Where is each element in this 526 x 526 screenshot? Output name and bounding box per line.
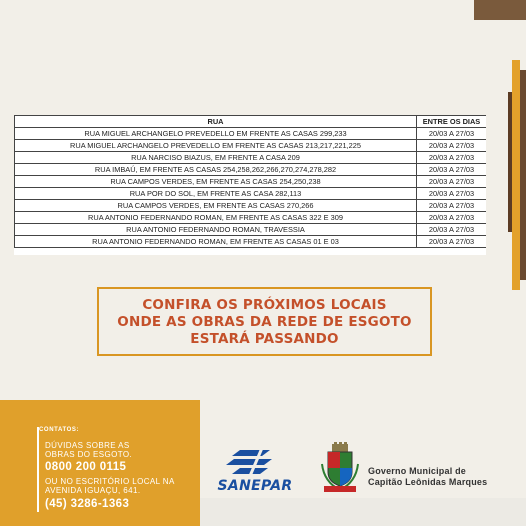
- sanepar-wordmark: SANEPAR: [217, 478, 293, 494]
- street-cell: RUA ANTONIO FEDERNANDO ROMAN, EM FRENTE AS CASAS 01 E 03: [15, 236, 417, 248]
- column-header-street: RUA: [15, 116, 417, 128]
- street-cell: RUA MIGUEL ARCHANGELO PREVEDELLO EM FRENTE AS CASAS 213,217,221,225: [15, 140, 417, 152]
- street-cell: RUA IMBAÚ, EM FRENTE AS CASAS 254,258,262,266,270,274,278,282: [15, 164, 417, 176]
- sanepar-symbol-icon: [210, 446, 300, 478]
- street-cell: RUA ANTONIO FEDERNANDO ROMAN, TRAVESSIA: [15, 224, 417, 236]
- dates-cell: 20/03 A 27/03: [417, 188, 487, 200]
- office-phone: (45) 3286-1363: [45, 498, 130, 510]
- dates-cell: 20/03 A 27/03: [417, 152, 487, 164]
- headline-line-2: ONDE AS OBRAS DA REDE DE ESGOTO: [117, 313, 412, 330]
- table-row: [15, 212, 487, 224]
- street-cell: RUA CAMPOS VERDES, EM FRENTE AS CASAS 254,250,238: [15, 176, 417, 188]
- dates-cell: 20/03 A 27/03: [417, 236, 487, 248]
- table-row: [15, 188, 487, 200]
- table-row: [15, 200, 487, 212]
- dates-cell: 20/03 A 27/03: [417, 140, 487, 152]
- table-row: [15, 236, 487, 248]
- street-cell: RUA CAMPOS VERDES, EM FRENTE AS CASAS 270,266: [15, 200, 417, 212]
- headline-line-3: ESTARÁ PASSANDO: [190, 330, 339, 347]
- dates-cell: 20/03 A 27/03: [417, 212, 487, 224]
- decorative-wood-corner: [474, 0, 526, 20]
- table-row: [15, 224, 487, 236]
- gov-line-2: Capitão Leônidas Marques: [368, 477, 488, 487]
- schedule-table-container: [14, 115, 486, 255]
- office-line-1: OU NO ESCRITÓRIO LOCAL NA: [45, 477, 175, 486]
- table-row: [15, 164, 487, 176]
- decorative-stripe-orange: [512, 60, 520, 290]
- toll-free-phone: 0800 200 0115: [45, 461, 127, 473]
- street-cell: RUA POR DO SOL, EM FRENTE AS CASA 282,113: [15, 188, 417, 200]
- dates-cell: 20/03 A 27/03: [417, 200, 487, 212]
- question-line-2: OBRAS DO ESGOTO.: [45, 450, 133, 459]
- schedule-table: [14, 115, 486, 248]
- headline-box: [97, 287, 432, 356]
- street-cell: RUA MIGUEL ARCHANGELO PREVEDELLO EM FRENTE AS CASAS 299,233: [15, 128, 417, 140]
- sanepar-logo: [210, 446, 300, 496]
- dates-cell: 20/03 A 27/03: [417, 224, 487, 236]
- question-line-1: DÚVIDAS SOBRE AS: [45, 441, 130, 450]
- street-cell: RUA NARCISO BIAZUS, EM FRENTE A CASA 209: [15, 152, 417, 164]
- municipal-crest-icon: [320, 442, 360, 494]
- street-cell: RUA ANTONIO FEDERNANDO ROMAN, EM FRENTE AS CASAS 322 E 309: [15, 212, 417, 224]
- headline-line-1: CONFIRA OS PRÓXIMOS LOCAIS: [142, 296, 387, 313]
- office-line-2: AVENIDA IGUAÇU, 641.: [45, 486, 141, 495]
- contacts-block: [37, 427, 197, 512]
- gov-line-1: Governo Municipal de: [368, 466, 467, 476]
- table-row: [15, 128, 487, 140]
- table-row: [15, 140, 487, 152]
- dates-cell: 20/03 A 27/03: [417, 176, 487, 188]
- table-header-row: [15, 116, 487, 128]
- table-row: [15, 152, 487, 164]
- decorative-stripe-brown: [520, 70, 526, 280]
- column-header-dates: ENTRE OS DIAS: [417, 116, 487, 128]
- table-row: [15, 176, 487, 188]
- dates-cell: 20/03 A 27/03: [417, 128, 487, 140]
- contacts-label: CONTATOS:: [39, 427, 80, 433]
- dates-cell: 20/03 A 27/03: [417, 164, 487, 176]
- municipal-government-label: [368, 466, 508, 488]
